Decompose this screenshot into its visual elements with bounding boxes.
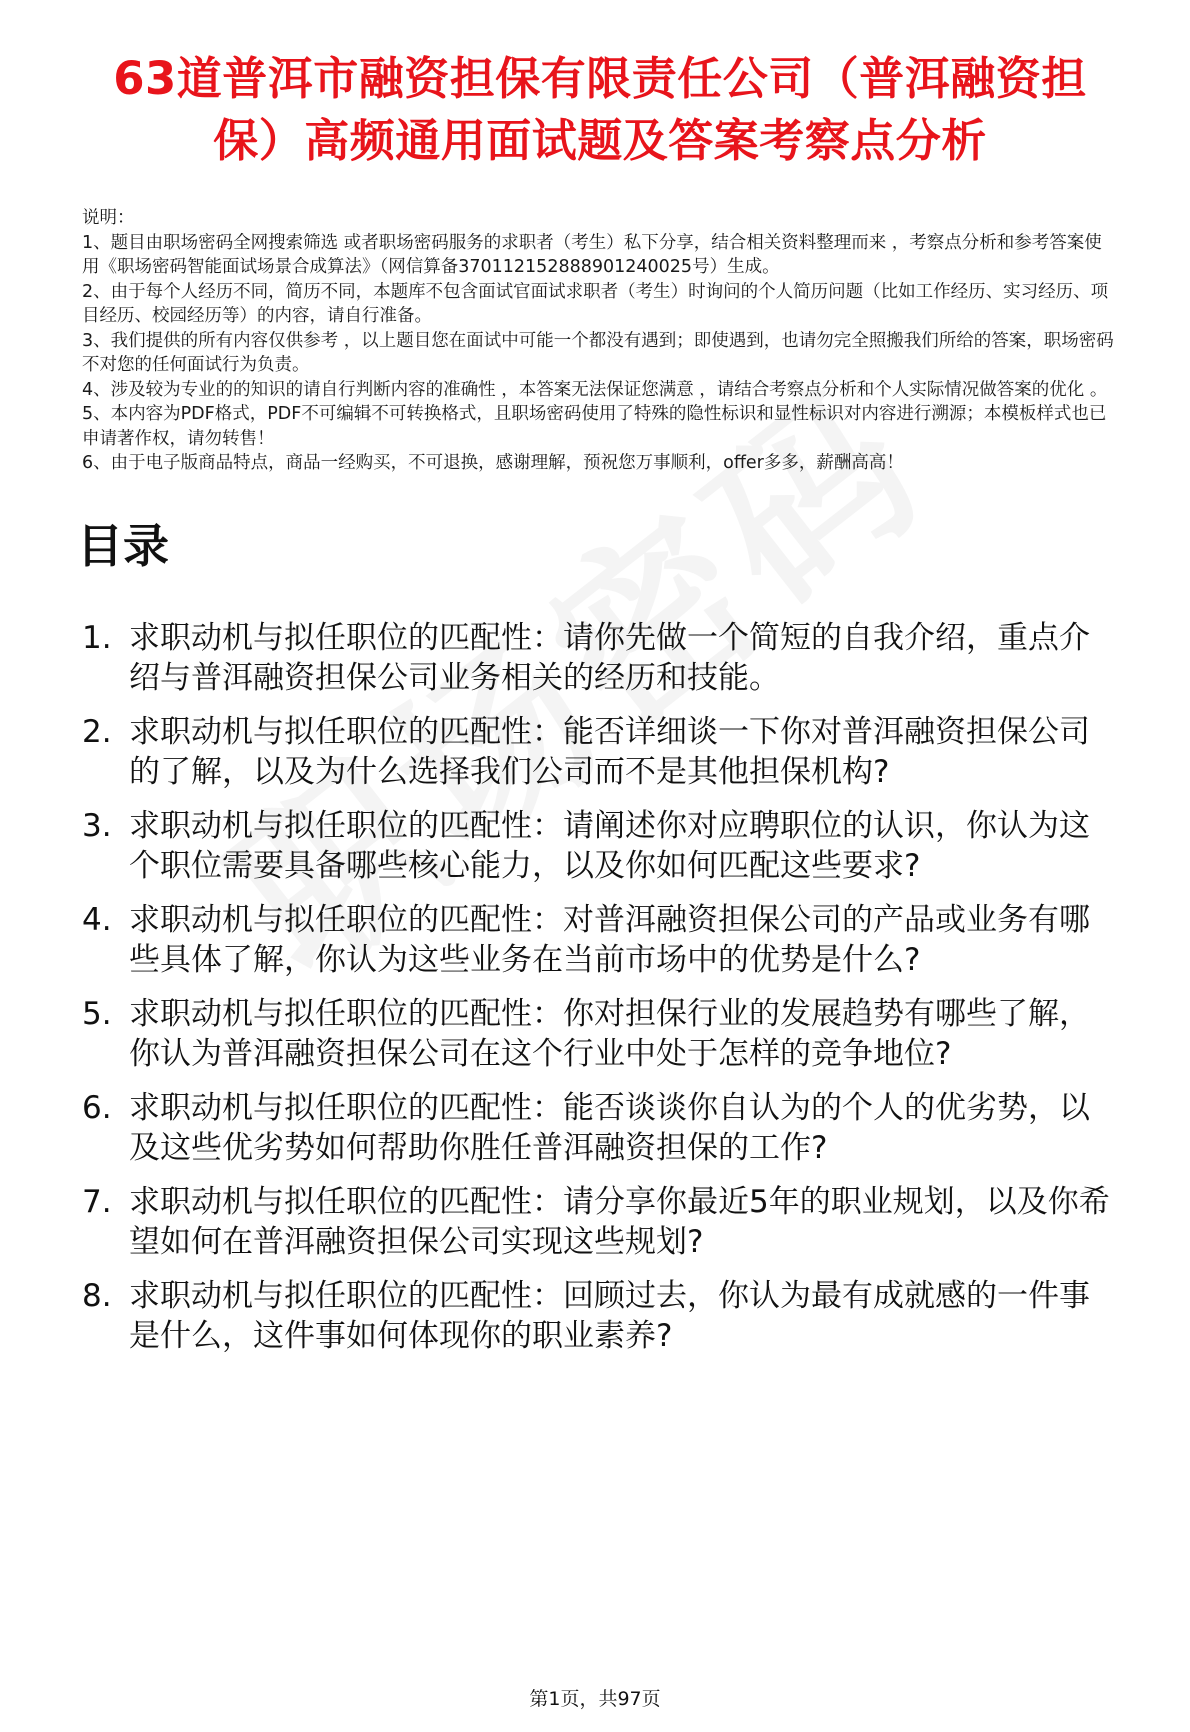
note-item: 5、本内容为PDF格式，PDF不可编辑不可转换格式，且职场密码使用了特殊的隐性标识和显性标识对内容进行溯源；本模板样式也已申请著作权，请勿转售！ xyxy=(82,404,1107,449)
toc-item-text: 求职动机与拟任职位的匹配性：能否详细谈一下你对普洱融资担保公司的了解，以及为什么选择我们公司而不是其他担保机构? xyxy=(129,713,1090,790)
toc-item[interactable] xyxy=(82,1088,1118,1168)
toc-item[interactable] xyxy=(82,712,1118,792)
toc-item[interactable] xyxy=(82,994,1118,1074)
page-number-footer: 第1页，共97页 xyxy=(529,1688,661,1710)
toc-item-text: 求职动机与拟任职位的匹配性：请分享你最近5年的职业规划，以及你希望如何在普洱融资担保公司实现这些规划? xyxy=(129,1183,1110,1260)
toc-item-text: 求职动机与拟任职位的匹配性：对普洱融资担保公司的产品或业务有哪些具体了解，你认为这些业务在当前市场中的优势是什么? xyxy=(129,901,1090,978)
notes-heading: 说明： xyxy=(82,208,135,228)
toc-item-number: 5. xyxy=(82,995,112,1032)
toc-item[interactable] xyxy=(82,806,1118,886)
toc-item[interactable] xyxy=(82,1276,1118,1356)
toc-item-number: 8. xyxy=(82,1277,112,1314)
toc-item[interactable] xyxy=(82,1182,1118,1262)
note-item: 4、涉及较为专业的的知识的请自行判断内容的准确性 ，本答案无法保证您满意 ，请结合考察点分析和个人实际情况做答案的优化 。 xyxy=(82,379,1108,400)
note-item: 6、由于电子版商品特点，商品一经购买，不可退换，感谢理解，预祝您万事顺利，offer多多，薪酬高高！ xyxy=(82,453,904,473)
note-item: 2、由于每个人经历不同，简历不同，本题库不包含面试官面试求职者（考生）时询问的个人简历问题（比如工作经历、实习经历、项目经历、校园经历等）的内容，请自行准备。 xyxy=(82,281,1109,326)
note-item: 3、我们提供的所有内容仅供参考 ，以上题目您在面试中可能一个都没有遇到；即使遇到，也请勿完全照搬我们所给的答案，职场密码不对您的任何面试行为负责。 xyxy=(82,330,1114,375)
toc-item[interactable] xyxy=(82,618,1118,698)
toc-heading: 目录 xyxy=(77,518,169,573)
toc-item-number: 1. xyxy=(82,619,112,656)
disclaimer-notes xyxy=(82,206,1118,476)
toc-item-number: 4. xyxy=(82,901,112,938)
document-title: 63道普洱市融资担保有限责任公司（普洱融资担保）高频通用面试题及答案考察点分析 xyxy=(113,52,1087,167)
toc-item-number: 7. xyxy=(82,1183,112,1220)
toc-item-number: 6. xyxy=(82,1089,112,1126)
toc-item[interactable] xyxy=(82,900,1118,980)
toc-item-number: 3. xyxy=(82,807,112,844)
toc-item-text: 求职动机与拟任职位的匹配性：你对担保行业的发展趋势有哪些了解，你认为普洱融资担保公司在这个行业中处于怎样的竞争地位? xyxy=(129,995,1090,1072)
toc-item-text: 求职动机与拟任职位的匹配性：能否谈谈你自认为的个人的优劣势，以及这些优劣势如何帮助你胜任普洱融资担保的工作? xyxy=(129,1089,1090,1166)
note-item: 1、题目由职场密码全网搜索筛选 或者职场密码服务的求职者（考生）私下分享，结合相关资料整理而来 ，考察点分析和参考答案使用《职场密码智能面试场景合成算法》（网信算备370112152888901240025号）生成。 xyxy=(82,232,1102,277)
toc-item-text: 求职动机与拟任职位的匹配性：回顾过去，你认为最有成就感的一件事是什么，这件事如何体现你的职业素养? xyxy=(129,1277,1090,1354)
toc-item-text: 求职动机与拟任职位的匹配性：请阐述你对应聘职位的认识，你认为这个职位需要具备哪些核心能力，以及你如何匹配这些要求? xyxy=(129,807,1090,884)
document-page xyxy=(0,48,1190,1356)
toc-item-number: 2. xyxy=(82,713,112,750)
toc-item-text: 求职动机与拟任职位的匹配性：请你先做一个简短的自我介绍，重点介绍与普洱融资担保公司业务相关的经历和技能。 xyxy=(129,619,1090,696)
toc-list xyxy=(82,618,1118,1356)
